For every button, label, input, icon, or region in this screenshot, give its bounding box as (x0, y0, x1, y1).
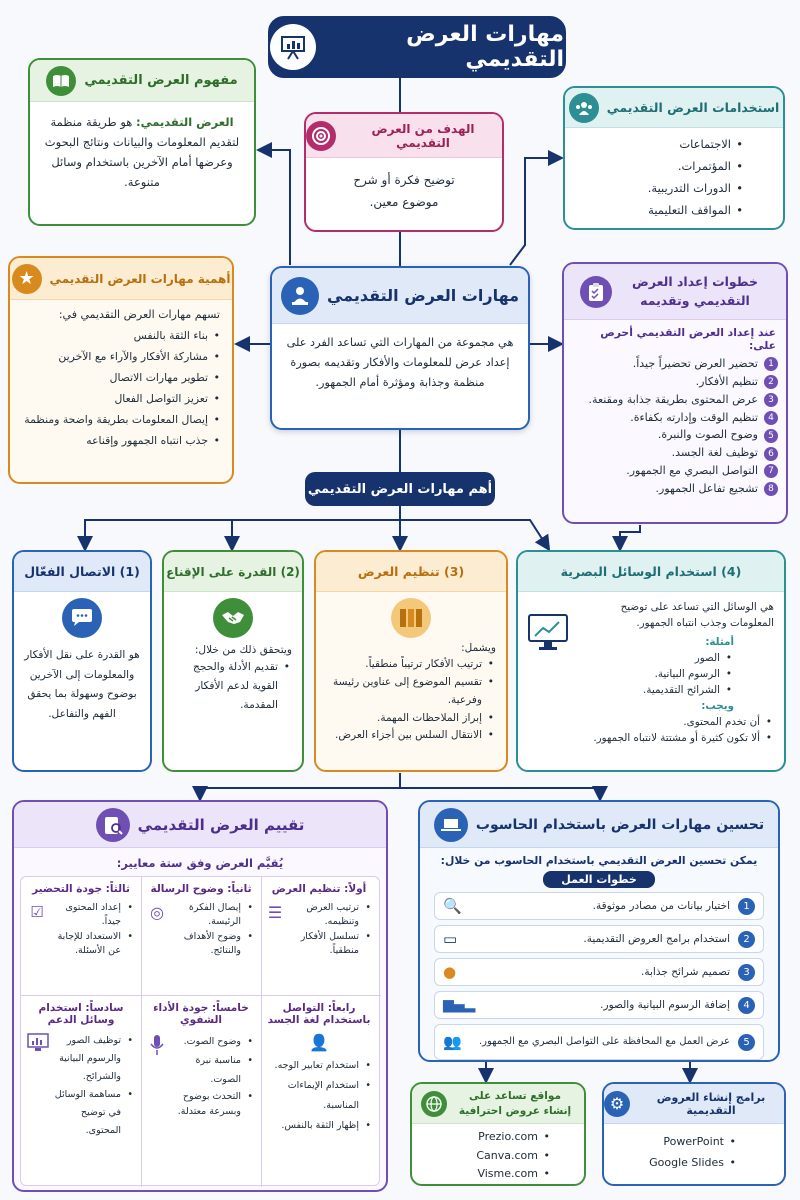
criterion-organization (259, 877, 379, 995)
importance-box (8, 256, 234, 484)
target-icon (306, 121, 336, 151)
list-icon: ☰ (267, 902, 283, 922)
organize-intro: ويشمل: (461, 642, 496, 654)
prep-title: خطوات إعداد العرض التقديمي وتقديمه (632, 273, 758, 308)
prep-step (572, 482, 778, 497)
step-number: 1 (738, 898, 755, 915)
examples-list (578, 651, 774, 699)
document-search-icon: 🔍 (443, 897, 462, 915)
goal-title: الهدف من العرض التقديمي (371, 121, 475, 150)
step-number: 1 (764, 357, 778, 371)
goal-box (304, 112, 504, 232)
book-icon (46, 66, 76, 96)
globe-icon (421, 1091, 447, 1117)
criterion-item: • التحدث بوضوح وبسرعة معتدلة. (171, 1089, 255, 1119)
criterion-item: • مساهمة الوسائل في توضيح المحتوى. (53, 1086, 135, 1140)
step-number: 2 (738, 931, 755, 948)
software-item: • PowerPoint (604, 1132, 738, 1153)
work-step (434, 1024, 764, 1060)
sites-title: مواقع تساعد على إنشاء عروض احترافية (458, 1089, 572, 1117)
importance-item: • مشاركة الأفكار والآراء مع الآخرين (14, 346, 222, 367)
criterion-item: • استخدام الإيماءات المناسبة. (265, 1076, 373, 1116)
organize-item: • ترتيب الأفكار ترتيباً منطقياً. (322, 656, 496, 674)
step-text: وضوح الصوت والنبرة. (657, 428, 758, 442)
bar-chart-icon: ▂▄▆ (443, 997, 476, 1013)
importance-title: أهمية مهارات العرض التقديمي (49, 271, 231, 286)
goal-body: توضيح فكرة أو شرح موضوع معين. (353, 173, 455, 209)
visual-aids-box (516, 550, 786, 772)
step-text: تنظيم الوقت وإدارته بكفاءة. (630, 410, 758, 424)
uses-item: • الاجتماعات (565, 134, 745, 156)
criterion-list (171, 901, 255, 958)
persuasion-item: • تقديم الأدلة والحجج القوية لدعم الأفكار المقدمة. (170, 658, 292, 715)
criterion-title: ثالثاً: جودة التحضير (32, 883, 130, 895)
uses-box (563, 86, 785, 230)
organize-list (316, 656, 506, 745)
persuasion-title: (2) القدرة على الإقناع (166, 564, 300, 579)
person-icon: 👤 (309, 1032, 329, 1052)
criterion-title: سادساً: استخدام وسائل الدعم (38, 1002, 124, 1026)
prep-step (572, 375, 778, 390)
criterion-item: • وضوح الصوت. (171, 1032, 255, 1051)
uses-title: استخدامات العرض التقديمي (606, 100, 780, 115)
criterion-item: • تسلسل الأفكار منطقياً. (289, 930, 373, 959)
clipboard-icon (580, 276, 612, 308)
people-icon (569, 93, 599, 123)
gear-icon: ⚙ (604, 1091, 630, 1117)
persuasion-box (162, 550, 304, 772)
audience-icon: 👥 (443, 1033, 462, 1051)
criterion-title: رابعاً: التواصل باستخدام لغة الجسد (267, 1002, 371, 1026)
criterion-list (51, 901, 135, 958)
site-link[interactable]: • Canva.com (412, 1147, 552, 1166)
step-text: تحضير العرض تحضيراً جيداً. (632, 357, 758, 370)
must-item: • أن تخدم المحتوى. (578, 715, 774, 731)
example-item: • الرسوم البيانية. (578, 667, 734, 683)
criterion-title: خامساً: جودة الأداء الشفوي (153, 1002, 249, 1026)
criterion-item: • مناسبة نبرة الصوت. (171, 1051, 255, 1089)
organize-item: • الانتقال السلس بين أجزاء العرض. (322, 727, 496, 745)
step-number: 3 (738, 964, 755, 981)
criterion-item: • إيصال الفكرة الرئيسة. (171, 901, 255, 930)
step-text: عرض العمل مع المحافظة على التواصل البصري مع الجمهور. (479, 1036, 730, 1047)
uses-item: • المؤتمرات. (565, 156, 745, 178)
palette-icon: ● (443, 963, 457, 981)
criterion-item: • إعداد المحتوى جيداً. (51, 901, 135, 930)
concept-body: هو طريقة منظمة لتقديم المعلومات والبيانات ونتائج البحوث وعرضها أمام الآخرين باستخدام وسائل متنوعة. (44, 115, 240, 190)
prep-step (572, 446, 778, 461)
sites-list (412, 1124, 584, 1184)
work-step (434, 958, 764, 986)
computer-title: تحسين مهارات العرض باستخدام الحاسوب (475, 816, 765, 833)
importance-intro: تسهم مهارات العرض التقديمي في: (58, 308, 220, 321)
computer-intro: يمكن تحسين العرض التقديمي باستخدام الحاسوب من خلال: (440, 854, 758, 867)
prep-step (572, 428, 778, 443)
criterion-preparation (21, 877, 141, 995)
step-text: عرض المحتوى بطريقة جذابة ومقنعة. (588, 392, 758, 406)
criterion-title: ثانياً: وضوح الرسالة (150, 883, 252, 895)
evaluation-box (12, 800, 388, 1192)
work-step (434, 991, 764, 1019)
evaluation-title: تقييم العرض التقديمي (137, 815, 305, 834)
main-title-box (268, 16, 566, 78)
must-item: • ألا تكون كثيرة أو مشتتة لانتباه الجمهور. (578, 731, 774, 747)
step-text: إضافة الرسوم البيانية والصور. (600, 999, 730, 1011)
concept-title: مفهوم العرض التقديمي (84, 73, 238, 88)
criterion-message-clarity (141, 877, 261, 995)
step-number: 2 (764, 375, 778, 389)
computer-box (418, 800, 780, 1062)
clipboard-search-icon (96, 808, 130, 842)
prep-step (572, 357, 778, 372)
software-list (604, 1124, 784, 1174)
software-item: • Google Slides (604, 1153, 738, 1174)
step-number: 4 (738, 997, 755, 1014)
chat-icon (62, 598, 102, 638)
step-text: اختيار بيانات من مصادر موثوقة. (592, 900, 730, 912)
key-skills-label: أهم مهارات العرض التقديمي (305, 472, 495, 506)
star-icon: ★ (12, 264, 42, 294)
concept-lead: العرض التقديمي: (136, 115, 234, 129)
laptop-icon (434, 808, 468, 842)
step-number: 5 (738, 1034, 755, 1051)
presenter-icon (281, 277, 319, 315)
step-number: 8 (764, 482, 778, 496)
criterion-item: • إظهار الثقة بالنفس. (265, 1116, 373, 1136)
criterion-body-language (259, 996, 379, 1186)
skills-box (270, 266, 530, 430)
importance-item: • تطوير مهارات الاتصال (14, 367, 222, 388)
step-text: استخدام برامج العروض التقديمية. (583, 933, 730, 945)
step-text: توظيف لغة الجسد. (671, 446, 758, 460)
folders-icon (391, 598, 431, 638)
checklist-icon: ☑ (30, 903, 44, 921)
criterion-item: • ترتيب العرض وتنظيمه. (289, 901, 373, 930)
skills-body: هي مجموعة من المهارات التي تساعد الفرد على إعداد عرض للمعلومات والأفكار وتقديمه بصورة منظمة وجذابة ومؤثرة أمام الجمهور. (286, 336, 514, 389)
criterion-list (171, 1032, 255, 1119)
step-number: 6 (764, 447, 778, 461)
prep-intro: عند إعداد العرض التقديمي أحرص على: (600, 326, 776, 352)
importance-item: • جذب انتباه الجمهور وإقناعه (14, 430, 222, 451)
criterion-item: • الاستعداد للإجابة عن الأسئلة. (51, 930, 135, 959)
importance-item: • بناء الثقة بالنفس (14, 325, 222, 346)
presentation-board-icon (270, 24, 316, 70)
handshake-icon (213, 598, 253, 638)
criterion-title: أولاً: تنظيم العرض (271, 883, 367, 895)
step-text: تشجيع تفاعل الجمهور. (655, 481, 758, 495)
step-text: تصميم شرائح جذابة. (641, 966, 730, 978)
site-link[interactable]: • Prezio.com (412, 1128, 552, 1147)
organize-item: • تقسيم الموضوع إلى عناوين رئيسة وفرعية. (322, 674, 496, 710)
criterion-item: • استخدام تعابير الوجه. (265, 1056, 373, 1076)
organize-item: • إبراز الملاحظات المهمة. (322, 710, 496, 728)
example-item: • الشرائح التقديمية. (578, 683, 734, 699)
organize-box (314, 550, 508, 772)
must-list (578, 715, 774, 747)
criterion-support-tools (21, 996, 141, 1186)
step-text: تنظيم الأفكار. (695, 374, 758, 388)
prep-step (572, 393, 778, 408)
site-link[interactable]: • Visme.com (412, 1165, 552, 1184)
communication-box (12, 550, 152, 772)
step-text: التواصل البصري مع الجمهور. (626, 464, 758, 478)
persuasion-intro: ويتحقق ذلك من خلال: (194, 644, 292, 656)
criterion-list (265, 1056, 373, 1136)
must-title: ويجب: (701, 699, 734, 712)
examples-title: أمثلة: (705, 635, 734, 648)
screen-chart-icon (524, 608, 572, 656)
monitor-chart-icon (27, 1032, 49, 1054)
page-title: مهارات العرض التقديمي (406, 22, 564, 72)
criterion-item: • توظيف الصور والرسوم البيانية والشرائح. (53, 1032, 135, 1086)
step-number: 7 (764, 464, 778, 478)
communication-title: (1) الاتصال الفعّال (24, 564, 140, 579)
step-number: 5 (764, 429, 778, 443)
step-number: 3 (764, 393, 778, 407)
importance-item: • تعزيز التواصل الفعال (14, 388, 222, 409)
software-title: برامج إنشاء العروض التقديمية (656, 1090, 766, 1117)
visual-aids-body: هي الوسائل التي تساعد على توضيح المعلومات وجذب انتباه الجمهور. (620, 601, 774, 629)
importance-item: • إيصال المعلومات بطريقة واضحة ومنظمة (14, 409, 222, 430)
example-item: • الصور (578, 651, 734, 667)
criterion-oral-performance (141, 996, 261, 1186)
concept-box (28, 58, 256, 226)
prep-box (562, 262, 788, 524)
sites-box (410, 1082, 586, 1186)
step-number: 4 (764, 411, 778, 425)
uses-list (565, 128, 783, 221)
uses-item: • الدورات التدريبية. (565, 178, 745, 200)
work-steps-label: خطوات العمل (543, 871, 655, 888)
work-step (434, 892, 764, 920)
uses-item: • المواقف التعليمية (565, 200, 745, 222)
work-step (434, 925, 764, 953)
criteria-grid (20, 876, 380, 1186)
visual-aids-title: (4) استخدام الوسائل البصرية (560, 564, 742, 579)
criterion-item: • وضوح الأهداف والنتائج. (171, 930, 255, 959)
communication-body: هو القدرة على نقل الأفكار والمعلومات إلى الآخرين بوضوح وسهولة بما يحقق الفهم والتفاعل. (24, 649, 140, 720)
prep-step (572, 411, 778, 426)
importance-list (10, 325, 232, 451)
criterion-list (53, 1032, 135, 1140)
organize-title: (3) تنظيم العرض (357, 564, 465, 579)
evaluation-intro: يُقيَّم العرض وفق ستة معايير: (116, 856, 284, 870)
prep-step (572, 464, 778, 479)
microphone-icon (147, 1032, 167, 1058)
software-box (602, 1082, 786, 1186)
target-icon: ◎ (150, 902, 164, 922)
slides-icon: ▭ (443, 930, 458, 948)
criterion-list (289, 901, 373, 958)
skills-title: مهارات العرض التقديمي (326, 286, 520, 305)
persuasion-list (164, 658, 302, 715)
